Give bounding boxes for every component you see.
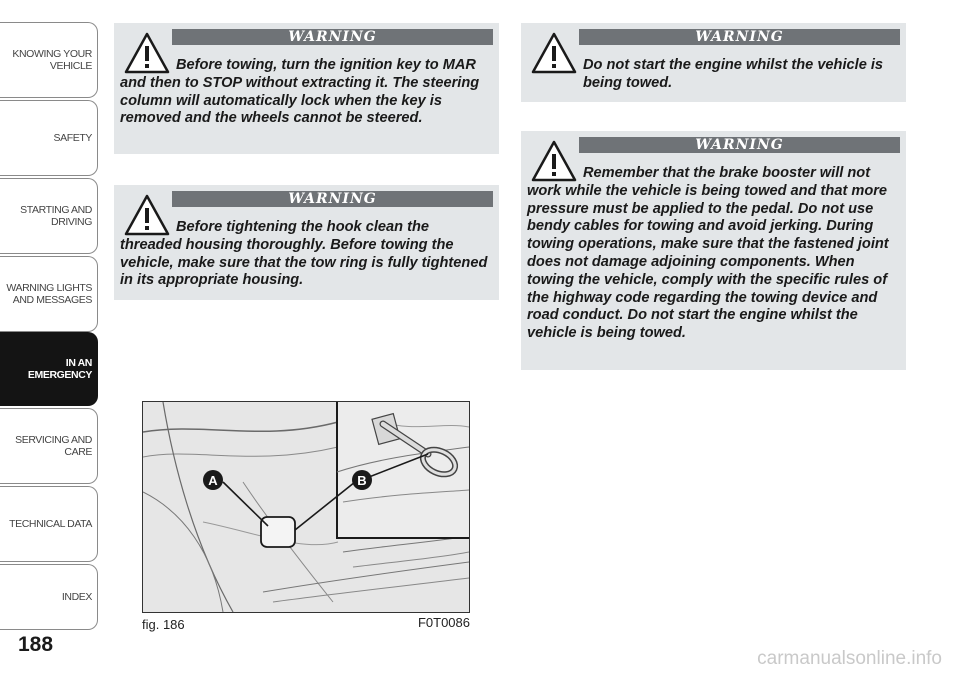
svg-text:A: A <box>208 473 218 488</box>
tab-index[interactable]: INDEX <box>0 564 98 630</box>
figure-caption <box>142 617 470 632</box>
warning-triangle-icon <box>531 31 577 75</box>
warning-heading: WARNING <box>172 29 493 45</box>
warning-box <box>114 23 499 154</box>
tab-starting-and-driving[interactable]: STARTING AND DRIVING <box>0 178 98 254</box>
warning-text: Before tightening the hook clean the threaded housing thoroughly. Before towing the vehicle, make sure that the tow ring is fully tightened in its appropriate housing. <box>120 219 488 289</box>
warning-text: Before towing, turn the ignition key to MAR and then to STOP without extracting it. The steering column will automatically lock when the key is removed and the wheels cannot be steered. <box>120 57 480 127</box>
warning-text: Remember that the brake booster will not work while the vehicle is being towed and that more pressure must be applied to the pedal. Do not use bendy cables for towing and avoid jerking. During towing operations, make sure that the fastened joint does not damage adjoining components. When towing the vehicle, comply with the specific rules of the highway code regarding the towing device and road conduct. Do not start the engine whilst the vehicle is being towed. <box>527 165 889 342</box>
warning-box <box>521 131 906 370</box>
figure-code: F0T0086 <box>417 615 470 630</box>
warning-text: Do not start the engine whilst the vehicle is being towed. <box>583 57 884 91</box>
tab-technical-data[interactable]: TECHNICAL DATA <box>0 486 98 562</box>
page-number: 188 <box>18 633 54 656</box>
warning-heading: WARNING <box>579 29 900 45</box>
tab-knowing-your-vehicle[interactable]: KNOWING YOUR VEHICLE <box>0 22 98 98</box>
callout-b <box>352 470 372 490</box>
watermark: carmanualsonline.info <box>757 648 942 669</box>
warning-heading: WARNING <box>579 137 900 153</box>
tab-servicing-and-care[interactable]: SERVICING AND CARE <box>0 408 98 484</box>
tow-hook-illustration <box>143 402 469 612</box>
tab-warning-lights[interactable]: WARNING LIGHTS AND MESSAGES <box>0 256 98 332</box>
warning-box <box>114 185 499 300</box>
svg-text:B: B <box>357 473 367 488</box>
tab-safety[interactable]: SAFETY <box>0 100 98 176</box>
warning-heading: WARNING <box>172 191 493 207</box>
callout-a <box>203 470 223 490</box>
warning-box <box>521 23 906 102</box>
tow-hook-figure <box>142 401 470 613</box>
tab-in-an-emergency[interactable]: IN AN EMERGENCY <box>0 332 98 406</box>
figure-number: fig. 186 <box>142 617 185 632</box>
